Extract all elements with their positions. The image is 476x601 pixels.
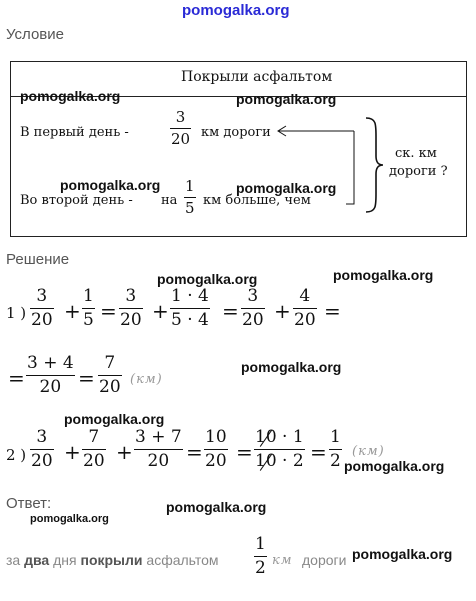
fraction: 4 20 [294,286,316,330]
day2-prefix: на [161,193,178,208]
watermark: pomogalka.org [60,177,161,193]
day1-fraction: 3 20 [171,108,191,148]
step-1-marker: 1 ) [6,304,27,322]
answer-sentence: за два дня покрыли асфальтом [6,552,219,568]
fraction: 3 + 4 20 [27,353,74,397]
watermark: pomogalka.org [333,267,434,283]
equals-sign: = [222,299,239,323]
answer-heading: Ответ: [6,495,52,512]
equals-sign: = [310,440,327,464]
site-watermark-header[interactable]: pomogalka.org [182,2,290,19]
unit-label: (км) [352,444,385,459]
fraction: 1 5 [83,286,94,330]
answer-tail: дороги [302,552,347,568]
fraction: 7 20 [83,427,105,471]
fraction: 3 20 [120,286,142,330]
condition-box-title: Покрыли асфальтом [181,69,333,85]
fraction: 1 2 [330,427,341,471]
equals-sign: = [324,299,341,323]
plus-sign: + [274,299,291,323]
plus-sign: + [116,440,133,464]
solution-heading: Решение [6,251,70,268]
watermark: pomogalka.org [236,91,337,107]
watermark: pomogalka.org [166,499,267,515]
fraction: 3 + 7 20 [135,427,182,471]
equals-sign: = [186,440,203,464]
day2-label: Во второй день - [20,193,133,208]
plus-sign: + [64,299,81,323]
equals-sign: = [100,299,117,323]
fraction: 7 20 [99,353,121,397]
question-line-1: ск. км [395,146,437,161]
fraction: 3 20 [31,286,53,330]
watermark: pomogalka.org [64,411,165,427]
answer-unit: км [272,553,293,568]
day2-fraction: 1 5 [185,177,195,217]
fraction: 10 20 [205,427,227,471]
watermark: pomogalka.org [344,458,445,474]
fraction: 3 20 [242,286,264,330]
fraction-cancelled: 10 · 1 10 · 2 [255,427,304,471]
step-2-marker: 2 ) [6,446,27,464]
equals-sign: = [236,440,253,464]
plus-sign: + [152,299,169,323]
day2-text: км больше, чем [203,193,311,208]
question-line-2: дороги ? [389,164,448,179]
unit-label: (км) [130,372,163,387]
watermark: pomogalka.org [241,359,342,375]
fraction: 1 · 4 5 · 4 [171,286,209,330]
curly-brace-icon [364,116,384,214]
watermark: pomogalka.org [352,546,453,562]
answer-fraction: 1 2 [255,534,266,578]
watermark: pomogalka.org [30,513,109,525]
watermark: pomogalka.org [236,180,337,196]
day1-label: В первый день - [20,125,129,140]
watermark: pomogalka.org [157,271,258,287]
equals-sign: = [8,366,25,390]
day1-text: км дороги [201,125,271,140]
watermark: pomogalka.org [20,88,121,104]
condition-heading: Условие [6,26,64,43]
equals-sign: = [78,366,95,390]
plus-sign: + [64,440,81,464]
fraction: 3 20 [31,427,53,471]
